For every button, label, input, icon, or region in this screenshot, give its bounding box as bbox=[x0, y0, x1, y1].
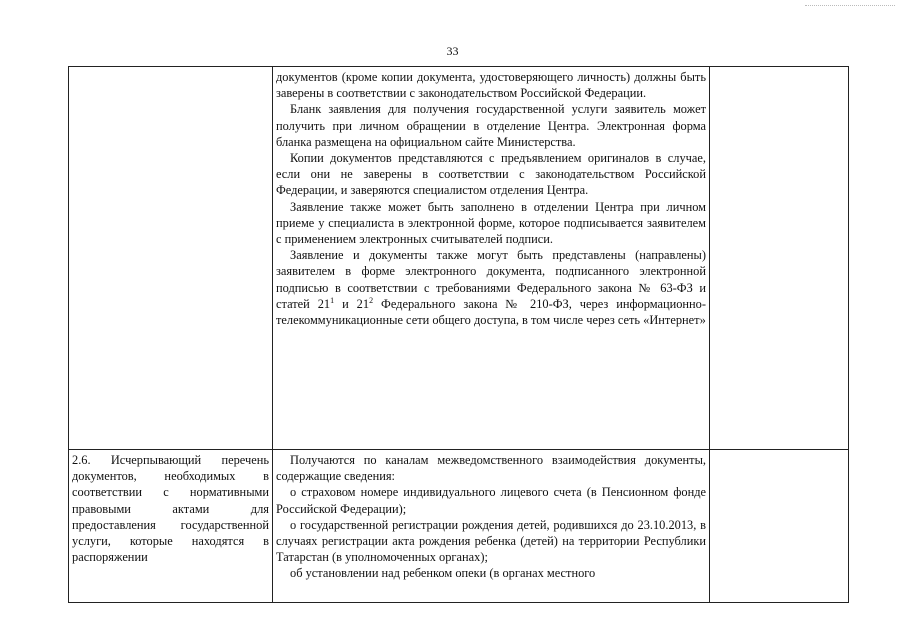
superscript: 1 bbox=[330, 295, 335, 305]
paragraph: Получаются по каналам межведомственного взаимодействия документы, содержащие сведения: bbox=[276, 453, 706, 484]
table-row bbox=[69, 67, 849, 450]
paragraph bbox=[276, 247, 706, 328]
text-run: Федерального закона № 210-ФЗ, через информационно-телекоммуникационные сети общего доступа, в том числе через сеть «Интернет» bbox=[276, 296, 707, 328]
item-label-cell bbox=[69, 450, 273, 603]
paragraph: документов (кроме копии документа, удостоверяющего личность) должны быть заверены в соответствии с законодательством Российской Федерации. bbox=[276, 70, 706, 101]
page-number: 33 bbox=[446, 44, 459, 58]
paragraph: о государственной регистрации рождения детей, родившихся до 23.10.2013, в случаях регистрации акта рождения ребенка (детей) на территории Республики Татарстан (в уполномоченных органах); bbox=[276, 517, 706, 565]
scan-artifact bbox=[805, 5, 895, 8]
notes-cell bbox=[710, 450, 849, 603]
text-run: и 21 bbox=[334, 296, 370, 311]
superscript: 2 bbox=[369, 295, 374, 305]
item-label-cell bbox=[69, 67, 273, 450]
item-description-cell bbox=[273, 450, 710, 603]
item-label: 2.6. Исчерпывающий перечень документов, необходимых в соответствии с нормативными правовыми актами для предоставления государственной услуги, которые находятся в распоряжении bbox=[72, 453, 269, 565]
notes-cell bbox=[710, 67, 849, 450]
paragraph: о страховом номере индивидуального лицевого счета (в Пенсионном фонде Российской Федерации); bbox=[276, 485, 706, 516]
paragraph: Бланк заявления для получения государственной услуги заявитель может получить при личном обращении в отделение Центра. Электронная форма бланка размещена на официальном сайте Министерства. bbox=[276, 102, 706, 149]
regulation-table bbox=[68, 66, 849, 603]
paragraph: Копии документов представляются с предъявлением оригиналов в случае, если они не заверены в соответствии с законодательством Российской Федерации, и заверяются специалистом отделения Центра. bbox=[276, 151, 706, 198]
paragraph: Заявление также может быть заполнено в отделении Центра при личном приеме у специалиста в электронной форме, которое подписывается заявителем с применением электронных считывателей подписи. bbox=[276, 199, 706, 247]
paragraph: об установлении над ребенком опеки (в органах местного bbox=[290, 566, 596, 581]
table-row bbox=[69, 450, 849, 603]
text-run: Заявление и документы также могут быть представлены (направлены) заявителем в форме электронного документа, подписанного электронной подписью в соответствии с требованиями Федерального закона № 63-ФЗ и статей 21 bbox=[276, 248, 706, 311]
item-description-cell bbox=[273, 67, 710, 450]
